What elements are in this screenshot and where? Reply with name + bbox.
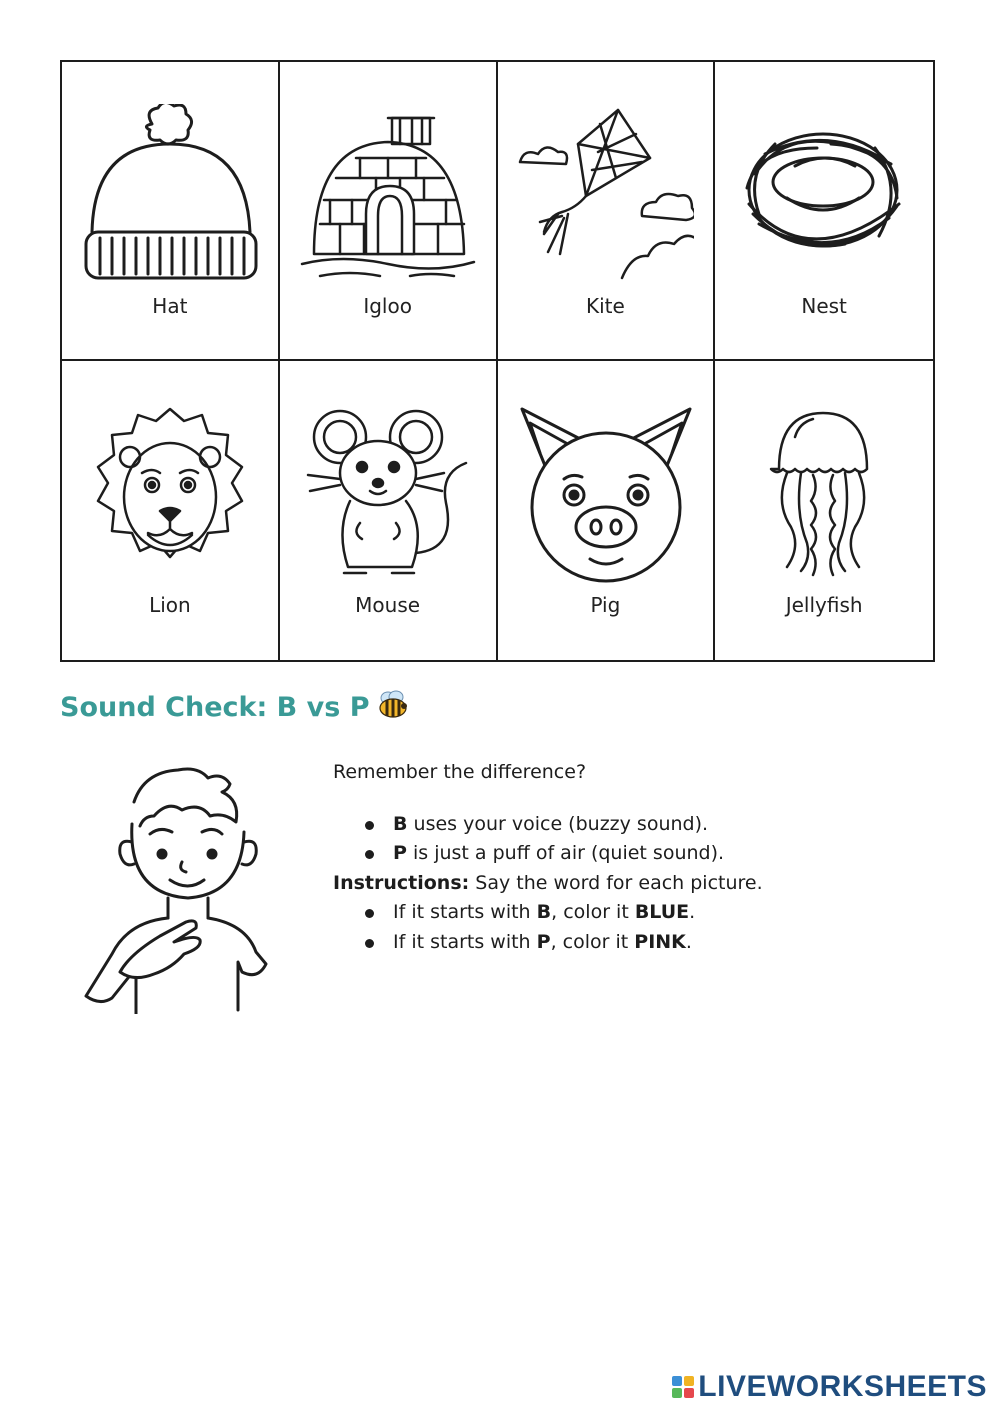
step-prefix: If it starts with — [393, 901, 537, 923]
picture-label: Jellyfish — [785, 593, 863, 617]
picture-grid — [60, 60, 935, 662]
step-end: . — [685, 930, 692, 953]
sound-rules-list — [333, 810, 953, 869]
picture-label: Kite — [585, 294, 625, 318]
step-color-word: PINK — [634, 930, 686, 953]
picture-card-pig — [498, 361, 716, 660]
section-title-text: Sound Check: B vs P — [60, 692, 370, 723]
step-letter: P — [536, 930, 551, 953]
picture-label: Lion — [149, 593, 191, 617]
lion-icon — [82, 403, 258, 585]
nest-icon — [735, 104, 911, 286]
bee-icon — [376, 690, 410, 720]
picture-card-kite — [498, 62, 716, 361]
picture-label: Igloo — [363, 294, 412, 318]
picture-card-jellyfish — [715, 361, 933, 660]
jellyfish-icon — [735, 403, 911, 585]
rule-text: uses your voice (buzzy sound). — [407, 812, 709, 835]
picture-card-lion — [62, 361, 280, 660]
liveworksheets-logo[interactable] — [672, 1372, 987, 1402]
intro-text: Remember the difference? — [333, 761, 587, 783]
logo-text: LIVEWORKSHEETS — [698, 1370, 987, 1403]
instructions-block — [333, 758, 953, 957]
list-item — [393, 810, 953, 840]
picture-label: Hat — [152, 294, 188, 318]
igloo-icon — [300, 104, 476, 286]
instructions-line — [333, 869, 953, 899]
picture-card-igloo — [280, 62, 498, 361]
picture-card-nest — [715, 62, 933, 361]
rule-text: is just a puff of air (quiet sound). — [406, 842, 725, 864]
step-prefix: If it starts with — [393, 930, 537, 953]
list-item — [393, 928, 953, 958]
instructions-label: Instructions: — [333, 871, 470, 894]
coloring-steps-list — [333, 898, 953, 957]
rule-letter: B — [393, 812, 408, 835]
kite-icon — [518, 104, 694, 286]
step-middle: , color it — [551, 901, 635, 923]
step-end: . — [689, 901, 696, 923]
boy-pointing-to-throat-illustration — [62, 762, 314, 1014]
picture-card-mouse — [280, 361, 498, 660]
list-item — [393, 898, 953, 928]
hat-icon — [82, 104, 258, 286]
mouse-icon — [300, 403, 476, 585]
picture-label: Nest — [801, 294, 847, 318]
instructions-text: Say the word for each picture. — [469, 871, 763, 894]
step-color-word: BLUE — [634, 901, 690, 923]
logo-blocks-icon — [672, 1376, 694, 1398]
picture-label: Mouse — [355, 593, 421, 617]
section-title — [60, 690, 410, 723]
pig-icon — [518, 403, 694, 585]
step-letter: B — [536, 901, 552, 923]
list-item — [393, 839, 953, 869]
picture-label: Pig — [590, 593, 621, 617]
rule-letter: P — [393, 842, 407, 864]
picture-card-hat — [62, 62, 280, 361]
step-middle: , color it — [550, 930, 635, 953]
